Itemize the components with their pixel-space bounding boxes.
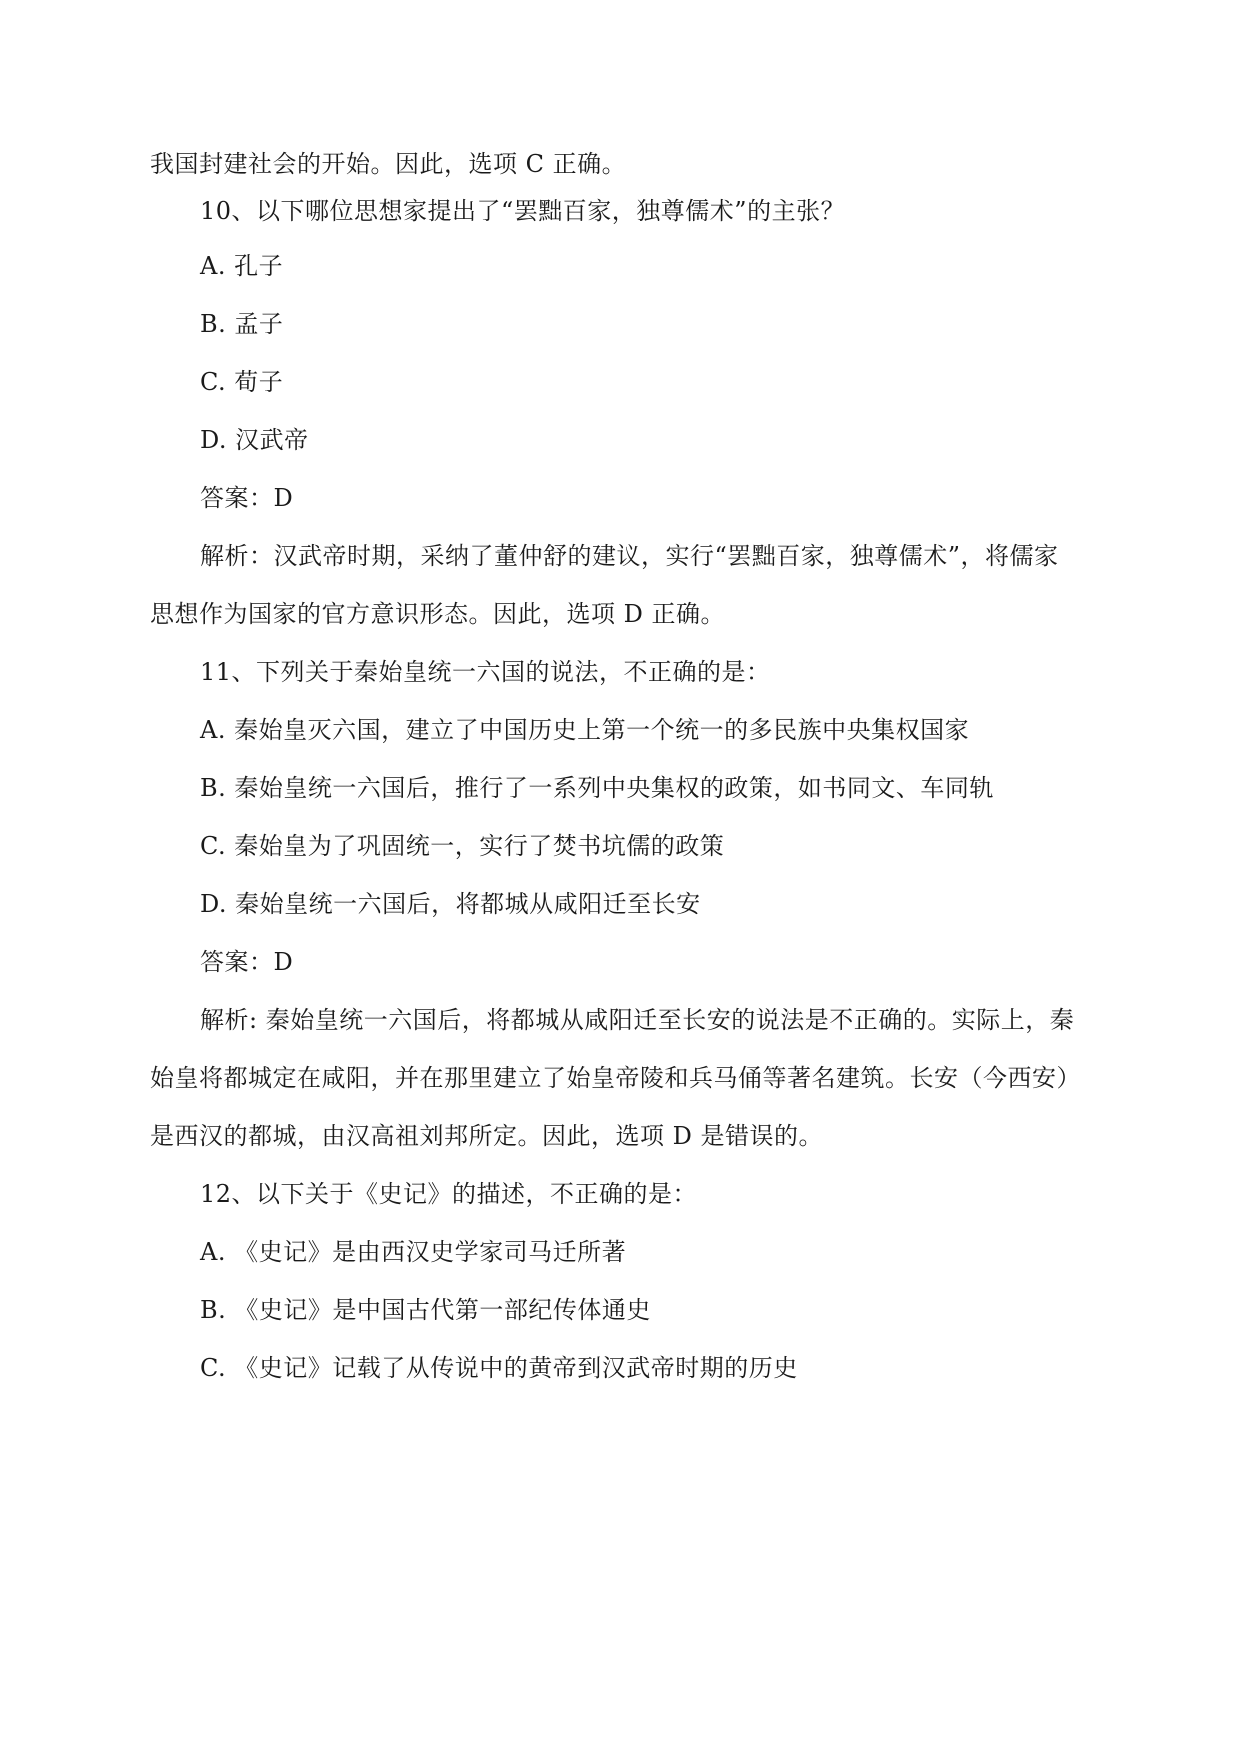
question-12-option-c: C. 《史记》记载了从传说中的黄帝到汉武帝时期的历史 [200,1354,798,1382]
question-10-option-a: A. 孔子 [200,252,284,280]
question-11-analysis-line-2: 始皇将都城定在咸阳，并在那里建立了始皇帝陵和兵马俑等著名建筑。长安（今西安） [150,1064,1081,1092]
question-11-analysis-line-3: 是西汉的都城，由汉高祖刘邦所定。因此，选项 D 是错误的。 [150,1122,823,1150]
question-10-analysis-line-1: 解析：汉武帝时期，采纳了董仲舒的建议，实行“罢黜百家，独尊儒术”，将儒家 [200,542,1059,570]
question-10-option-c: C. 荀子 [200,368,284,396]
question-11-analysis-line-1: 解析: 秦始皇统一六国后，将都城从咸阳迁至长安的说法是不正确的。实际上，秦 [200,1006,1075,1034]
question-10-option-b: B. 孟子 [200,310,284,338]
question-11-option-c: C. 秦始皇为了巩固统一，实行了焚书坑儒的政策 [200,832,725,860]
question-10-option-d: D. 汉武帝 [200,426,309,454]
question-10-stem: 10、以下哪位思想家提出了“罢黜百家，独尊儒术”的主张？ [200,197,846,225]
question-10-analysis-line-2: 思想作为国家的官方意识形态。因此，选项 D 正确。 [150,600,725,628]
question-11-option-b: B. 秦始皇统一六国后，推行了一系列中央集权的政策，如书同文、车同轨 [200,774,994,802]
question-11-answer: 答案：D [200,948,294,976]
question-11-option-a: A. 秦始皇灭六国，建立了中国历史上第一个统一的多民族中央集权国家 [200,716,970,744]
question-12-option-a: A. 《史记》是由西汉史学家司马迁所著 [200,1238,627,1266]
paragraph-continuation: 我国封建社会的开始。因此，选项 C 正确。 [150,150,627,178]
question-12-stem: 12、以下关于《史记》的描述，不正确的是： [200,1180,698,1208]
question-11-stem: 11、下列关于秦始皇统一六国的说法，不正确的是： [200,658,771,686]
question-12-option-b: B. 《史记》是中国古代第一部纪传体通史 [200,1296,651,1324]
question-10-answer: 答案：D [200,484,294,512]
question-11-option-d: D. 秦始皇统一六国后，将都城从咸阳迁至长安 [200,890,701,918]
